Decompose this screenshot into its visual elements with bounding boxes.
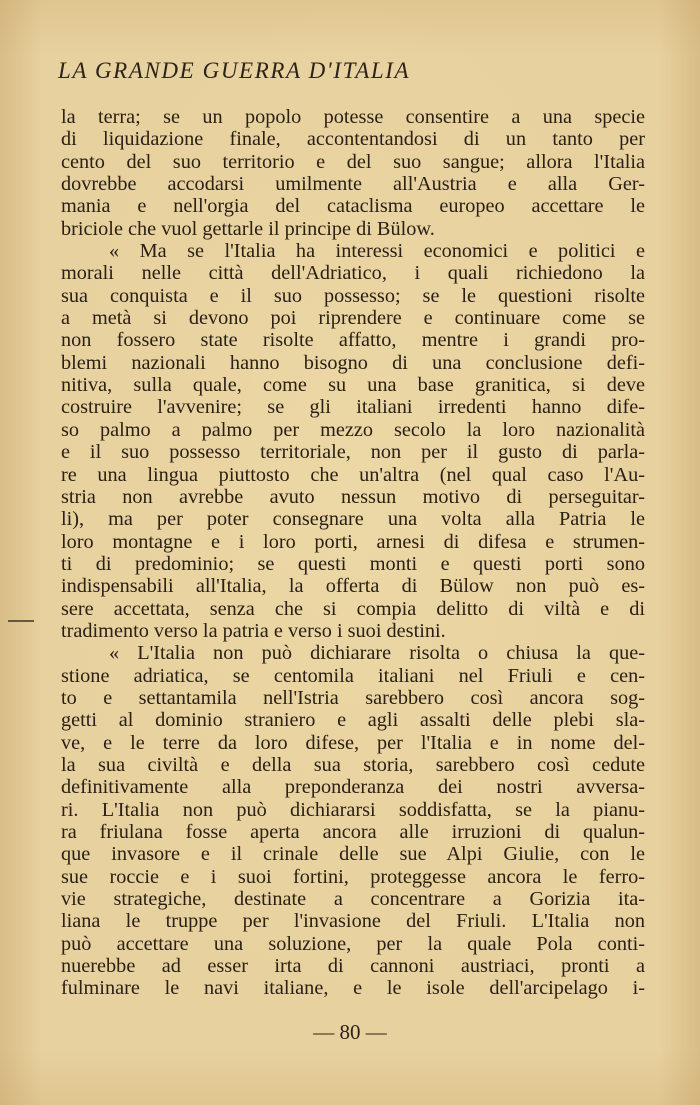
text-line: ti di predominio; se questi monti e questi porti sono [61, 552, 645, 575]
text-line: fulminare le navi italiane, e le isole dell'arcipelago i- [61, 977, 645, 1000]
text-line: indispensabili all'Italia, la offerta di Bülow non può es- [61, 575, 645, 598]
text-line: getti al dominio straniero e agli assalti delle plebi sla- [61, 709, 645, 732]
text-line: nitiva, sulla quale, come su una base granitica, si deve [61, 374, 645, 397]
text-line: ve, e le terre da loro difese, per l'Italia e in nome del- [61, 731, 645, 754]
text-line: « L'Italia non può dichiarare risolta o chiusa la que- [109, 642, 645, 665]
text-line: ri. L'Italia non può dichiararsi soddisfatta, se la pianu- [61, 798, 645, 821]
text-line: re una lingua piuttosto che un'altra (nel qual caso l'Au- [61, 463, 645, 486]
text-line: « Ma se l'Italia ha interessi economici e politici e [109, 240, 645, 263]
text-line: to e settantamila nell'Istria sarebbero così ancora sog- [61, 686, 645, 709]
text-line: blemi nazionali hanno bisogno di una conclusione defi- [61, 351, 645, 374]
text-line: vie strategiche, destinate a concentrare a Gorizia ita- [61, 888, 645, 911]
text-line: cento del suo territorio e del suo sangue; allora l'Italia [61, 150, 645, 173]
text-line: dovrebbe accodarsi umilmente all'Austria e alla Ger- [61, 173, 645, 196]
text-line: stione adriatica, se centomila italiani nel Friuli e cen- [61, 664, 645, 687]
text-line: sue roccie e i suoi fortini, proteggesse ancora le ferro- [61, 865, 645, 888]
text-line: non fossero state risolte affatto, mentre i grandi pro- [61, 329, 645, 352]
text-line: sere accettata, senza che si compia delitto di viltà e di [61, 597, 645, 620]
text-line: que invasore e il crinale delle sue Alpi Giulie, con le [61, 843, 645, 866]
text-line: può accettare una soluzione, per la quale Pola conti- [61, 932, 645, 955]
running-head: LA GRANDE GUERRA D'ITALIA [58, 58, 411, 83]
margin-mark [8, 620, 34, 622]
text-line: morali nelle città dell'Adriatico, i quali richiedono la [61, 262, 645, 285]
text-line: li), ma per poter consegnare una volta alla Patria le [61, 508, 645, 531]
text-line: di liquidazione finale, accontentandosi di un tanto per [61, 128, 645, 151]
text-line: liana le truppe per l'invasione del Friuli. L'Italia non [61, 910, 645, 933]
text-line: mania e nell'orgia del cataclisma europeo accettare le [61, 195, 645, 218]
text-line: la terra; se un popolo potesse consentire a una specie [61, 106, 645, 128]
text-line: ra friulana fosse aperta ancora alle irruzioni di qualun- [61, 821, 645, 843]
body-text [61, 106, 645, 1000]
text-line: loro montagne e i loro porti, arnesi di difesa e strumen- [61, 530, 645, 553]
text-line: a metà si devono poi riprendere e continuare come se [61, 307, 645, 330]
text-line: definitivamente alla preponderanza dei nostri avversa- [61, 776, 645, 799]
page-number: — 80 — [313, 1020, 387, 1044]
text-line: tradimento verso la patria e verso i suoi destini. [61, 619, 446, 642]
text-line: la sua civiltà e della sua storia, sarebbero così cedute [61, 753, 645, 776]
text-line: stria non avrebbe avuto nessun motivo di perseguitar- [61, 485, 645, 508]
text-line: sua conquista e il suo possesso; se le questioni risolte [61, 284, 645, 307]
text-line: nuerebbe ad esser irta di cannoni austriaci, pronti a [61, 955, 645, 978]
text-line: e il suo possesso territoriale, non per il gusto di parla- [61, 441, 645, 464]
text-line: so palmo a palmo per mezzo secolo la loro nazionalità [61, 418, 645, 441]
text-line: briciole che vuol gettarle il principe di Bülow. [61, 217, 435, 240]
text-line: costruire l'avvenire; se gli italiani irredenti hanno dife- [61, 396, 645, 419]
